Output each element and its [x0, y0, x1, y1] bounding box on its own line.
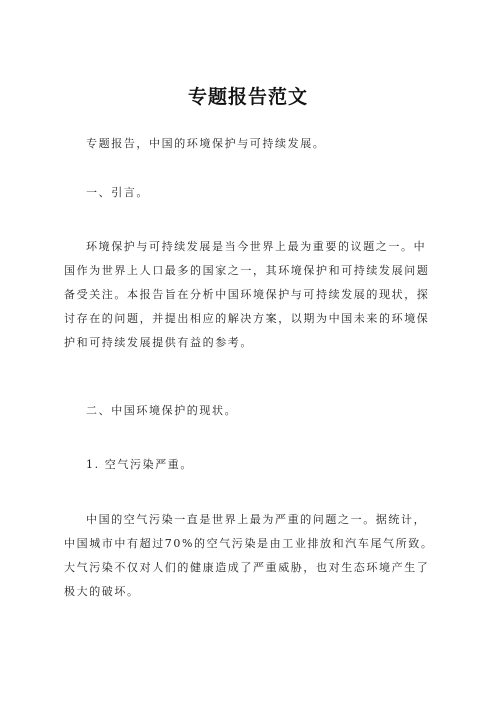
paragraph-air-pollution: 中国的空气污染一直是世界上最为严重的问题之一。据统计，中国城市中有超过70%的空气污染是由工业排放和汽车尾气所致。大气污染不仅对人们的健康造成了严重威胁，也对生态环境产生了极大的破坏。: [64, 513, 434, 598]
paragraph-subtitle: 专题报告，中国的环境保护与可持续发展。: [86, 137, 326, 150]
subsection-heading-air-pollution: 1. 空气污染严重。: [86, 458, 193, 471]
section-heading-current-status: 二、中国环境保护的现状。: [86, 404, 238, 417]
paragraph-introduction: 环境保护与可持续发展是当今世界上最为重要的议题之一。中国作为世界上人口最多的国家之一，其环境保护和可持续发展问题备受关注。本报告旨在分析中国环境保护与可持续发展的现状，探讨存在的问题，并提出相应的解决方案，以期为中国未来的环境保护和可持续发展提供有益的参考。: [64, 240, 430, 349]
document-title: 专题报告范文: [187, 86, 308, 108]
section-heading-introduction: 一、引言。: [86, 186, 149, 199]
